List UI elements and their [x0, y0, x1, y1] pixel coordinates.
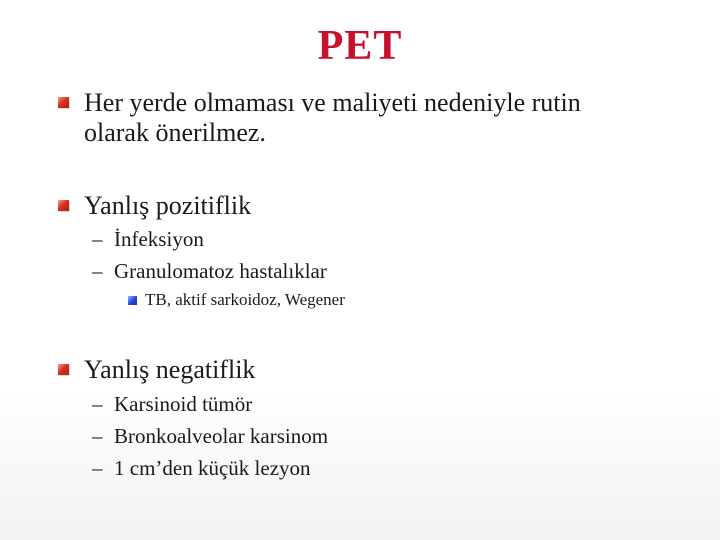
- bullet-item-false-negative: [58, 355, 255, 385]
- bullet-marker-icon: [58, 364, 69, 375]
- dash-marker: –: [92, 456, 103, 480]
- bullet-text: Yanlış pozitiflik: [84, 191, 252, 220]
- subitem: [92, 456, 311, 481]
- bullet-text: [84, 88, 581, 148]
- bullet-text: Yanlış negatiflik: [84, 355, 256, 384]
- subitem-text: Granulomatoz hastalıklar: [114, 259, 327, 283]
- subitem-text: 1 cm’den küçük lezyon: [114, 456, 311, 480]
- bullet-item-false-positive: [58, 191, 251, 221]
- subitem-text: Bronkoalveolar karsinom: [114, 424, 329, 448]
- slide-title: PET: [317, 23, 403, 69]
- subsubitem: [128, 290, 345, 310]
- bullet-text-line: Her yerde olmaması ve maliyeti nedeniyle rutin: [84, 88, 581, 117]
- bullet-item-cost: [58, 88, 581, 148]
- subitem: [92, 424, 328, 449]
- subitem: [92, 259, 327, 284]
- bullet-text-line: olarak önerilmez.: [84, 118, 266, 147]
- dash-marker: –: [92, 392, 103, 416]
- subitem: [92, 227, 204, 252]
- dash-marker: –: [92, 227, 103, 251]
- subitem-text: İnfeksiyon: [114, 227, 204, 251]
- subsubitem-text: TB, aktif sarkoidoz, Wegener: [145, 290, 345, 309]
- subitem: [92, 392, 252, 417]
- bullet-marker-icon: [58, 97, 69, 108]
- subsub-marker-icon: [128, 296, 137, 305]
- subitem-text: Karsinoid tümör: [114, 392, 253, 416]
- dash-marker: –: [92, 424, 103, 448]
- bullet-marker-icon: [58, 200, 69, 211]
- dash-marker: –: [92, 259, 103, 283]
